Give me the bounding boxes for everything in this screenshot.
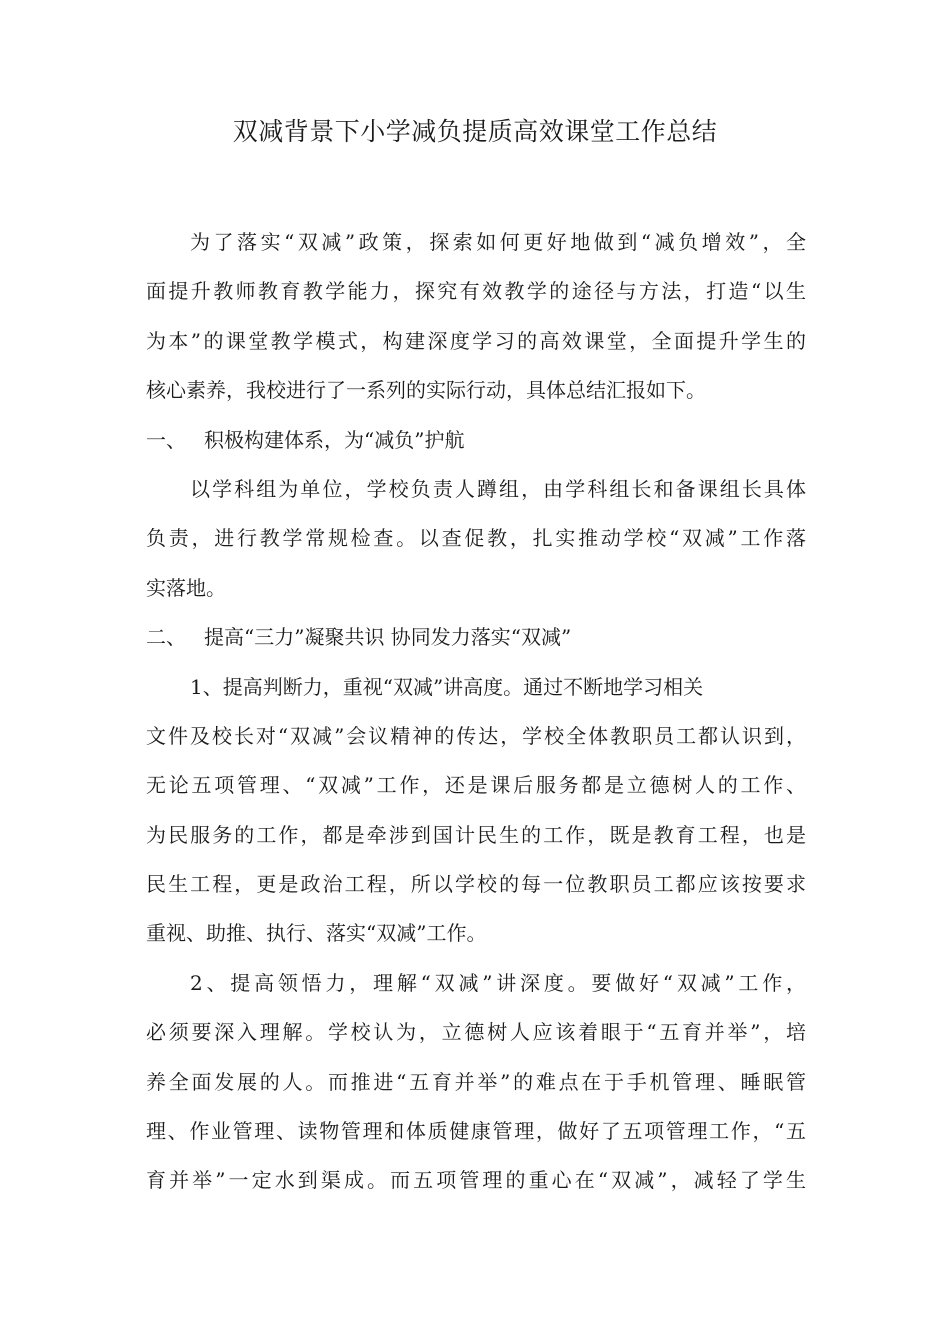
section-title: 提高“三力”凝聚共识 协同发力落实“双减” bbox=[204, 625, 572, 650]
intro-line: 为了落实“双减”政策，探索如何更好地做到“减负增效”，全 bbox=[190, 230, 806, 254]
section-number: 一、 bbox=[146, 427, 186, 452]
section-heading bbox=[146, 416, 806, 465]
paragraph-line: 重视、助推、执行、落实“双减”工作。 bbox=[146, 921, 487, 946]
section-number: 二、 bbox=[146, 625, 186, 650]
document-title: 双减背景下小学减负提质高效课堂工作总结 bbox=[232, 117, 718, 146]
paragraph-line: 民生工程，更是政治工程，所以学校的每一位教职员工都应该按要求 bbox=[146, 872, 806, 897]
paragraph-line: 为民服务的工作，都是牵涉到国计民生的工作，既是教育工程，也是 bbox=[146, 822, 806, 847]
intro-line: 核心素养，我校进行了一系列的实际行动，具体总结汇报如下。 bbox=[146, 378, 706, 403]
paragraph-line: 实落地。 bbox=[146, 575, 226, 600]
paragraph-line: 以学科组为单位，学校负责人蹲组，由学科组长和备课组长具体 bbox=[190, 476, 806, 501]
paragraph-line: 无论五项管理、“双减”工作，还是课后服务都是立德树人的工作、 bbox=[146, 773, 806, 798]
paragraph-line: 负责，进行教学常规检查。以查促教，扎实推动学校“双减”工作落 bbox=[146, 526, 806, 551]
paragraph-line: 2、提高领悟力，理解“双减”讲深度。要做好“双减”工作， bbox=[190, 970, 806, 995]
section-heading bbox=[146, 613, 806, 662]
paragraph-line: 养全面发展的人。而推进“五育并举”的难点在于手机管理、睡眠管 bbox=[146, 1069, 806, 1094]
intro-line: 面提升教师教育教学能力，探究有效教学的途径与方法，打造“以生 bbox=[146, 279, 806, 304]
paragraph-line: 育并举”一定水到渠成。而五项管理的重心在“双减”，减轻了学生 bbox=[146, 1168, 806, 1193]
paragraph-line: 文件及校长对“双减”会议精神的传达，学校全体教职员工都认识到， bbox=[146, 723, 806, 748]
paragraph-line: 理、作业管理、读物管理和体质健康管理，做好了五项管理工作，“五 bbox=[146, 1119, 806, 1144]
paragraph-line: 1、提高判断力，重视“双减”讲高度。通过不断地学习相关 bbox=[190, 674, 704, 699]
paragraph-line: 必须要深入理解。学校认为，立德树人应该着眼于“五育并举”，培 bbox=[146, 1020, 806, 1045]
intro-line: 为本”的课堂教学模式，构建深度学习的高效课堂，全面提升学生的 bbox=[146, 328, 806, 353]
section-title: 积极构建体系，为“减负”护航 bbox=[204, 427, 465, 452]
document-body bbox=[146, 218, 806, 1206]
